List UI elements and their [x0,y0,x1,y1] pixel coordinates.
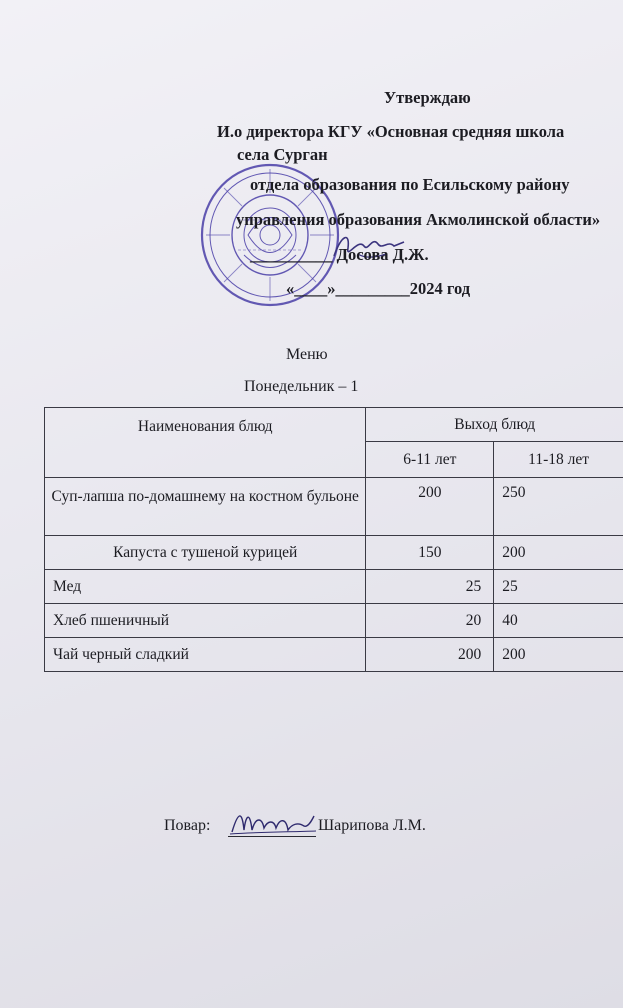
table-row [45,536,623,570]
approval-director-name: __________ Досова Д.Ж. [250,245,429,264]
dish-name: Хлеб пшеничный [45,604,366,638]
approval-position: И.о директора КГУ «Основная средняя школа [217,122,565,141]
portion-6-11: 150 [366,536,494,570]
portion-11-18: 250 [494,478,623,536]
dish-name: Суп-лапша по-домашнему на костном бульоне [45,478,366,536]
header-output: Выход блюд [366,408,623,442]
dish-name: Мед [45,570,366,604]
approval-administration: управления образования Акмолинской области» [236,210,601,229]
portion-6-11: 200 [366,638,494,672]
cook-name: Шарипова Л.М. [318,817,426,834]
table-row [45,604,623,638]
cook-signature [228,804,318,840]
approval-department: отдела образования по Есильскому району [250,175,570,194]
table-row [45,570,623,604]
portion-11-18: 25 [494,570,623,604]
cook-signature-line [228,836,316,837]
table-row [45,478,623,536]
portion-11-18: 40 [494,604,623,638]
header-age-11-18: 11-18 лет [494,442,623,478]
approval-heading: Утверждаю [384,88,471,107]
dish-name: Капуста с тушеной курицей [45,536,366,570]
approval-school-village: села Сурган [237,145,328,164]
approval-date: «____»_________2024 год [286,279,471,298]
portion-6-11: 200 [366,478,494,536]
header-age-6-11: 6-11 лет [366,442,494,478]
dish-name: Чай черный сладкий [45,638,366,672]
portion-11-18: 200 [494,536,623,570]
header-dish-name: Наименования блюд [45,408,366,478]
menu-title: Меню [286,346,328,363]
table-header-row [45,408,623,442]
portion-6-11: 25 [366,570,494,604]
cook-label: Повар: [164,817,211,834]
portion-6-11: 20 [366,604,494,638]
menu-table [44,407,623,672]
portion-11-18: 200 [494,638,623,672]
table-row [45,638,623,672]
day-title: Понедельник – 1 [244,378,359,395]
